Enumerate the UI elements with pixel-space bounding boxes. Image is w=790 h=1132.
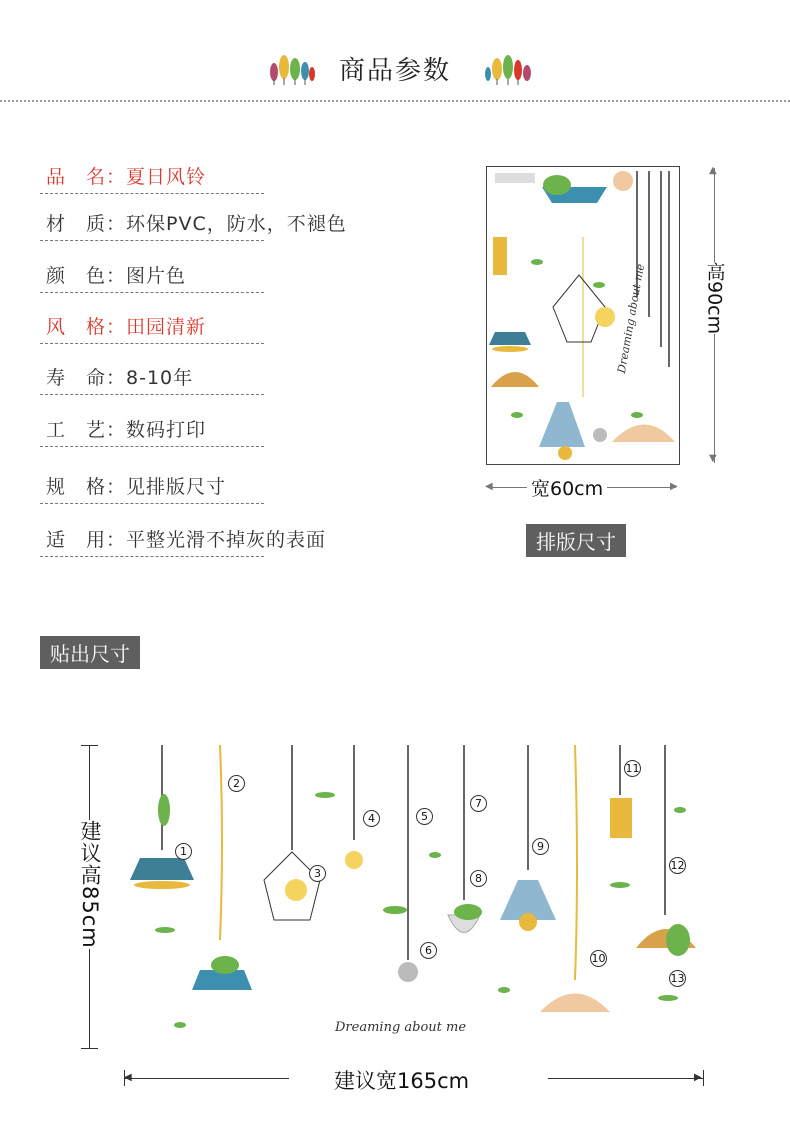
applied-height-bottom-cap: [81, 1048, 98, 1049]
tree-cluster-icon: [482, 50, 532, 86]
applied-script-text: Dreaming about me: [335, 1020, 467, 1035]
arrow-down-icon: ▼: [709, 453, 717, 464]
marker-12: 12: [670, 859, 685, 872]
spec-row-material: 材 质：环保PVC，防水，不褪色: [40, 210, 264, 241]
applied-height-label: 建议高85cm: [70, 820, 110, 949]
spec-row-lifespan: 寿 命：8-10年: [40, 364, 264, 395]
hanging-lamps-illustration: [120, 740, 710, 1050]
applied-artwork: [120, 740, 710, 1050]
applied-width-right-cap: [703, 1070, 704, 1086]
header-tree-right: [482, 50, 532, 90]
sheet-height-label: 高90cm: [689, 262, 741, 334]
header-divider: [0, 100, 790, 102]
marker-5: 5: [416, 808, 433, 825]
spec-row-surface: 适 用：平整光滑不掉灰的表面: [40, 526, 264, 557]
applied-width-line-right: [548, 1078, 704, 1079]
spec-row-craft: 工 艺：数码打印: [40, 416, 264, 447]
arrow-left-icon: ◀: [124, 1072, 132, 1083]
applied-height-top-cap: [81, 745, 98, 746]
layout-caption: 排版尺寸: [526, 524, 626, 557]
marker-6: 6: [420, 942, 437, 959]
layout-sheet: [486, 166, 680, 465]
applied-width-label: 建议宽165cm: [330, 1065, 473, 1095]
sheet-artwork: [487, 167, 679, 464]
marker-1: 1: [175, 843, 192, 860]
marker-13: 13: [670, 972, 685, 985]
spec-row-style: 风 格：田园清新: [40, 313, 264, 344]
marker-4: 4: [363, 810, 380, 827]
applied-width-line-left: [124, 1078, 289, 1079]
arrow-up-icon: ▲: [709, 165, 717, 176]
page-title: 商品参数: [338, 56, 451, 86]
arrow-right-icon: ▶: [694, 1072, 702, 1083]
arrow-right-icon: ▶: [670, 481, 678, 492]
marker-10: 10: [591, 952, 606, 965]
spec-row-color: 颜 色：图片色: [40, 262, 264, 293]
spec-row-name: 品 名：夏日风铃: [40, 163, 264, 194]
sheet-script-text: Dreaming about me: [615, 262, 648, 375]
marker-3: 3: [309, 865, 326, 882]
marker-9: 9: [532, 838, 549, 855]
marker-2: 2: [228, 775, 245, 792]
marker-11: 11: [625, 762, 640, 775]
sheet-width-label: 宽60cm: [527, 474, 607, 501]
arrow-left-icon: ◀: [485, 481, 493, 492]
marker-8: 8: [470, 870, 487, 887]
applied-caption: 贴出尺寸: [40, 636, 140, 669]
spec-row-size: 规 格：见排版尺寸: [40, 473, 264, 504]
marker-7: 7: [470, 795, 487, 812]
